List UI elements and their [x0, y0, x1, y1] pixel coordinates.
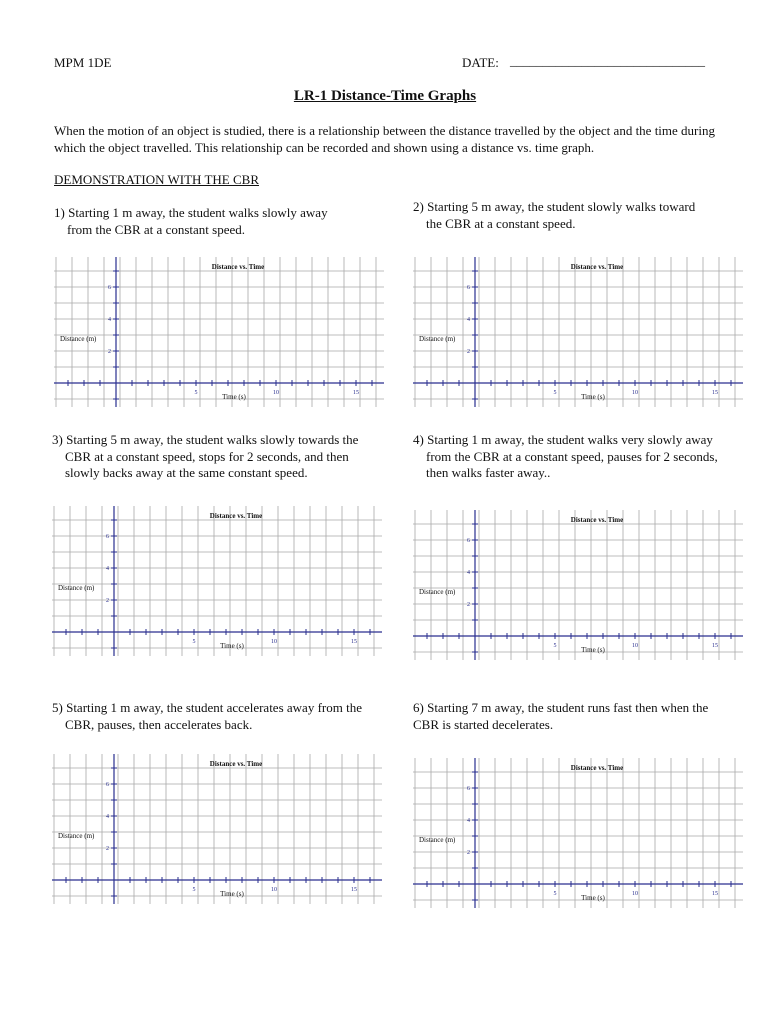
x-axis-label: Time (s): [220, 890, 244, 898]
page-title: LR-1 Distance-Time Graphs: [293, 88, 477, 104]
graph-2[interactable]: [413, 257, 743, 407]
x-tick-label: 15: [351, 639, 357, 645]
date-label: DATE:: [462, 55, 499, 70]
x-tick-label: 10: [632, 643, 638, 649]
graph-title: Distance vs. Time: [209, 512, 263, 520]
question-3: [52, 432, 392, 482]
y-tick-label: 2: [467, 602, 470, 608]
graph-1[interactable]: [54, 257, 384, 407]
y-tick-label: 2: [106, 598, 109, 604]
question-line: Starting 1 m away, the student walks slowly away: [68, 205, 328, 220]
course-code: MPM 1DE: [54, 55, 112, 70]
question-4: [413, 432, 753, 482]
date-blank[interactable]: ______________________________: [510, 53, 705, 68]
graph-title: Distance vs. Time: [570, 516, 624, 524]
question-line: the CBR at a constant speed.: [426, 215, 576, 231]
y-tick-label: 2: [467, 850, 470, 856]
x-tick-label: 10: [271, 639, 277, 645]
x-tick-label: 15: [712, 390, 718, 396]
x-tick-label: 15: [712, 643, 718, 649]
question-line: slowly backs away at the same constant speed.: [65, 465, 308, 480]
question-num: 5): [52, 700, 63, 715]
graph-3[interactable]: [52, 506, 382, 656]
graph-title: Distance vs. Time: [570, 263, 624, 271]
question-line: Starting 7 m away, the student runs fast then when the: [427, 700, 709, 715]
question-line: CBR at a constant speed, stops for 2 seconds, and then: [65, 448, 349, 464]
y-axis-label: Distance (m): [58, 832, 95, 840]
section-heading: DEMONSTRATION WITH THE CBR: [54, 172, 259, 187]
y-tick-label: 4: [108, 317, 111, 323]
y-tick-label: 2: [108, 349, 111, 355]
question-1: [54, 205, 389, 238]
y-axis-label: Distance (m): [419, 335, 456, 343]
y-tick-label: 6: [106, 534, 109, 540]
y-tick-label: 6: [467, 285, 470, 291]
graph-5[interactable]: [52, 754, 382, 904]
x-tick-label: 5: [553, 643, 557, 649]
y-tick-label: 4: [467, 317, 470, 323]
graph-title: Distance vs. Time: [570, 764, 624, 772]
question-num: 3): [52, 432, 63, 447]
x-tick-label: 5: [553, 390, 557, 396]
question-line: CBR, pauses, then accelerates back.: [65, 716, 253, 732]
y-tick-label: 4: [106, 814, 109, 820]
y-axis-label: Distance (m): [58, 584, 95, 592]
x-tick-label: 5: [194, 390, 198, 396]
x-tick-label: 10: [271, 887, 277, 893]
y-tick-label: 6: [108, 285, 111, 291]
x-tick-label: 5: [553, 891, 557, 897]
question-line: CBR is started decelerates.: [413, 716, 554, 732]
question-num: 4): [413, 432, 424, 447]
x-tick-label: 5: [192, 887, 196, 893]
x-tick-label: 15: [712, 891, 718, 897]
x-tick-label: 10: [632, 390, 638, 396]
question-line: Starting 1 m away, the student accelerates away from the: [66, 700, 362, 715]
y-tick-label: 6: [467, 786, 470, 792]
x-tick-label: 10: [632, 891, 638, 897]
y-tick-label: 4: [106, 566, 109, 572]
graph-title: Distance vs. Time: [211, 263, 265, 271]
x-axis-label: Time (s): [581, 646, 605, 654]
y-tick-label: 2: [467, 349, 470, 355]
question-line: from the CBR at a constant speed, pauses for 2 seconds,: [426, 448, 718, 464]
question-5: [52, 700, 392, 733]
x-axis-label: Time (s): [222, 393, 246, 401]
question-num: 6): [413, 700, 424, 715]
y-axis-label: Distance (m): [419, 836, 456, 844]
question-line: from the CBR at a constant speed.: [67, 221, 245, 237]
question-line: Starting 1 m away, the student walks very slowly away: [427, 432, 713, 447]
x-axis-label: Time (s): [581, 894, 605, 902]
y-tick-label: 6: [467, 538, 470, 544]
question-line: Starting 5 m away, the student slowly walks toward: [427, 199, 696, 214]
graph-title: Distance vs. Time: [209, 760, 263, 768]
y-axis-label: Distance (m): [419, 588, 456, 596]
graph-4[interactable]: [413, 510, 743, 660]
question-2: [413, 199, 753, 232]
y-axis-label: Distance (m): [60, 335, 97, 343]
x-tick-label: 10: [273, 390, 279, 396]
x-axis-label: Time (s): [581, 393, 605, 401]
y-tick-label: 2: [106, 846, 109, 852]
question-6: [413, 700, 753, 733]
y-tick-label: 6: [106, 782, 109, 788]
x-tick-label: 5: [192, 639, 196, 645]
x-axis-label: Time (s): [220, 642, 244, 650]
y-tick-label: 4: [467, 570, 470, 576]
x-tick-label: 15: [351, 887, 357, 893]
question-num: 2): [413, 199, 424, 214]
intro-paragraph: When the motion of an object is studied, there is a relationship between the distance travelled by the object and the time during which the object travelled. This relationship can be recorded and shown using a distance vs. time graph.: [54, 123, 715, 155]
question-num: 1): [54, 205, 65, 220]
graph-6[interactable]: [413, 758, 743, 908]
y-tick-label: 4: [467, 818, 470, 824]
question-line: Starting 5 m away, the student walks slowly towards the: [66, 432, 359, 447]
x-tick-label: 15: [353, 390, 359, 396]
question-line: then walks faster away..: [426, 465, 551, 480]
